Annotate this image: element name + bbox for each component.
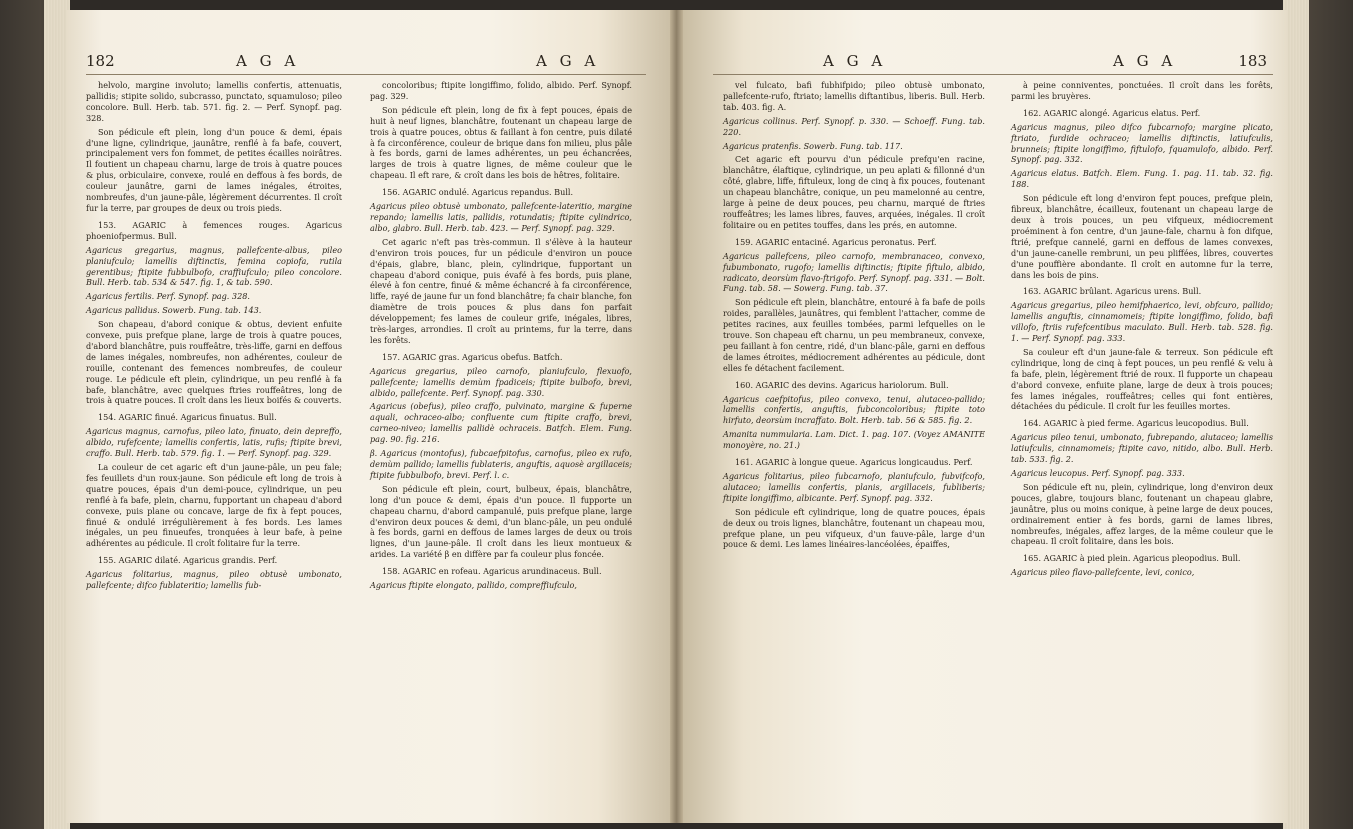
book-gutter <box>670 10 683 823</box>
paragraph: concoloribus; ftipite longiffimo, folido, albido. Perf. Synopf. pag. 329. <box>370 80 632 101</box>
entry-heading: 153. AGARIC à femences rouges. Agaricus phoeniofpermus. Bull. <box>86 219 342 241</box>
entry-heading: 158. AGARIC en rofeau. Agaricus arundinaceus. Bull. <box>382 566 602 577</box>
paragraph: Son pédicule eft plein, court, bulbeux, épais, blanchâtre, long d'un pouce & demi, épais d'un pouce. Il fupporte un chapeau charnu, d'abord campanulé, puis prefque plane, large d'environ deux pouces & demi, d'un blanc-pâle, un peu ondulé à fes bords, garni en deffous de lames larges de deux ou trois lignes, d'un jaune-pâle. Il croît dans les lieux montueux & arides. La variété β en diffère par fa couleur plus foncée. <box>370 483 632 560</box>
paragraph: Son pédicule eft cylindrique, long de quatre pouces, épais de deux ou trois lignes, blanchâtre, foutenant un chapeau mou, prefque plane, un peu vifqueux, d'un fauve-pâle, large d'un pouce & demi. Les lames linéaires-lancéolées, épaiffes, <box>723 506 985 550</box>
page-number-left: 182 <box>86 52 115 70</box>
column-4 <box>1011 80 1273 581</box>
latin-diagnosis: Agaricus pallidus. Sowerb. Fung. tab. 143. <box>86 305 262 316</box>
paragraph: vel fulcato, bafi fubhifpido; pileo obtusè umbonato, pallefcente-rufo, ftriato; lamellis diftantibus, liberis. Bull. Herb. tab. 403. fig. A. <box>723 80 985 112</box>
latin-diagnosis: Agaricus folitarius, magnus, pileo obtusè umbonato, pallefcente; difco fublateritio; lamellis fub- <box>86 569 342 591</box>
running-head-left-col1: A G A <box>236 52 300 70</box>
left-page-header <box>86 52 646 76</box>
latin-diagnosis: Agaricus folitarius, pileo fubcarnofo, planiufculo, fubvifcofo, alutaceo; lamellis confertis, planis, argillaceis, fubliberis; ftipite longiffimo, albicante. Perf. Synopf. pag. 332. <box>723 471 985 503</box>
latin-diagnosis: Agaricus gregarius, pileo carnofo, planiufculo, flexuofo, pallefcente; lamellis demùm fpadiceis; ftipite bulbofo, brevi, albido, pallefcente. Perf. Synopf. pag. 330. <box>370 365 632 398</box>
entry-heading: 162. AGARIC alongé. Agaricus elatus. Perf. <box>1023 107 1201 118</box>
running-head-right-col2: A G A <box>1113 52 1177 70</box>
entry-heading: 156. AGARIC ondulé. Agaricus repandus. Bull. <box>382 187 574 198</box>
entry-heading: 163. AGARIC brûlant. Agaricus urens. Bull. <box>1023 286 1202 297</box>
header-rule-right <box>713 74 1273 75</box>
paragraph: helvolo, margine involuto; lamellis confertis, attenuatis, pallidis; stipite solido, subcrasso, punctato, squamuloso; pileo concolore. Bull. Herb. tab. 571. fig. 2. — Perf. Synopf. pag. 328. <box>86 80 342 123</box>
book-spread <box>66 10 1287 823</box>
paragraph: Sa couleur eft d'un jaune-fale & terreux. Son pédicule eft cylindrique, long de cinq à fept pouces, un peu renflé & velu à fa bafe, plein, légèrement ftrié de roux. Il fupporte un chapeau d'abord convexe, enfuite plane, large de deux à trois pouces; fes lames inégales, rouffeâtres; celles qui font entières, détachées du pédicule. Il croît fur les feuilles mortes. <box>1011 346 1273 412</box>
paragraph: Cet agaric eft pourvu d'un pédicule prefqu'en racine, blanchâtre, élaftique, cylindrique, un peu aplati & fillonné d'un côté, glabre, liffe, fiftuleux, long de cinq à fix pouces, foutenant un chapeau blanchâtre, conique, un peu mamelonné au centre, large à peine de deux pouces, peu charnu, marqué de ftries rouffeâtres; les lames libres, fauves, arquées, inégales. Il croît folitaire ou en petites touffes, dans les prés, en automne. <box>723 154 985 230</box>
latin-diagnosis: Agaricus pallefcens, pileo carnofo, membranaceo, convexo, fubumbonato, rugofo; lamellis diftinctis; ftipite fiftulo, albido, radicato, deorsùm flavo-ftrigofo. Perf. Synopf. pag. 331. — Bolt. Fung. tab. 58. — Sowerg. Fung. tab. 37. <box>723 250 985 294</box>
latin-diagnosis: Agaricus fertilis. Perf. Synopf. pag. 328. <box>86 291 250 302</box>
latin-diagnosis: Agaricus leucopus. Perf. Synopf. pag. 333. <box>1011 468 1185 478</box>
paragraph: Son pédicule eft long d'environ fept pouces, prefque plein, fibreux, blanchâtre, écailleux, foutenant un chapeau large de deux à trois pouces, un peu vifqueux, médiocrement proéminent à fon centre, d'un jaune-fale, charnu à fon difque, ftrié, prefque cannelé, garni en deffous de lames convexes, d'un jaune-canelle rembruni, un peu pliffées, libres, couvertes d'une pouffière abondante. Il croît en automne fur la terre, dans les bois de pins. <box>1011 193 1273 280</box>
entry-heading: 157. AGARIC gras. Agaricus obefus. Batfch. <box>382 351 563 362</box>
running-head-left-col2: A G A <box>536 52 600 70</box>
header-rule-left <box>86 74 646 75</box>
entry-heading: 159. AGARIC entaciné. Agaricus peronatus. Perf. <box>735 236 937 247</box>
latin-diagnosis: Agaricus gregarius, pileo hemifphaerico, levi, obfcuro, pallido; lamellis anguftis, cinnamomeis; ftipite longiffimo, folido, bafi villofo, ftriis rufefcentibus maculato. Bull. Herb. tab. 528. fig. 1. — Perf. Synopf. pag. 333. <box>1011 300 1273 344</box>
paragraph: Son pédicule eft plein, blanchâtre, entouré à fa bafe de poils roides, parallèles, jaunâtres, qui femblent l'attacher, comme de petites racines, aux feuilles tombées, parmi lefquelles on le trouve. Son chapeau eft charnu, un peu membraneux, convexe, peu faillant à fon centre, ridé, d'un blanc-pâle, garni en deffous de lames étroites, médiocrement adhérentes au pédicule, dont elles fe détachent facilement. <box>723 297 985 373</box>
paragraph: Son pédicule eft nu, plein, cylindrique, long d'environ deux pouces, glabre, toujours blanc, foutenant un chapeau glabre, jaunâtre, plus ou moins conique, à peine large de deux pouces, ordinairement entier à fes bords, garni de lames libres, nombreufes, inégales, affez larges, de la même couleur que le chapeau. Il croît folitaire, dans les bois. <box>1011 481 1273 547</box>
page-182 <box>66 10 670 823</box>
latin-diagnosis: Agaricus gregarius, magnus, pallefcente-albus, pileo planiufculo; lamellis diftinctis, femina copiofa, rutila gerentibus; ftipite fubbulbofo, craffiufculo; pileo concolore. Bull. Herb. tab. 534 & 547. fig. 1, & tab. 590. <box>86 244 342 288</box>
page-183 <box>683 10 1287 823</box>
paragraph: Cet agaric n'eft pas très-commun. Il s'élève à la hauteur d'environ trois pouces, fur un pédicule d'environ un pouce d'épais, glabre, blanc, plein, cylindrique, fupportant un chapeau d'abord conique, puis évafé à fes bords, puis plane, élevé à fon centre, finué & même échancré à fa circonférence, liffe, rayé de jaune fur un fond blanchâtre; fa chair blanche, fon diamètre de trois pouces & plus dans fon parfait développement; fes lames de couleur grife, inégales, libres, très-larges, arrondies. Il croît au printems, fur la terre, dans les forêts. <box>370 236 632 345</box>
paragraph: Son pédicule eft plein, long d'un pouce & demi, épais d'une ligne, cylindrique, jaunâtre, renflé à fa bafe, couvert, principalement vers fon fommet, de petites écailles noirâtres. Il foutient un chapeau charnu, large de trois à quatre pouces & plus, orbiculaire, convexe, roulé en deffous à fes bords, de couleur jaunâtre, garni de lames inégales, étroites, nombreufes, d'un jaune-pâle, légèrement décurrentes. Il croît fur la terre, par groupes de deux ou trois pieds. <box>86 126 342 213</box>
latin-diagnosis: Agaricus pileo flavo-pallefcente, levi, conico, <box>1011 567 1195 578</box>
paragraph: La couleur de cet agaric eft d'un jaune-pâle, un peu fale; fes feuillets d'un roux-jaune. Son pédicule eft long de trois à quatre pouces, épais d'un demi-pouce, cylindrique, un peu renflé à fa bafe, plein, charnu, fupportant un chapeau d'abord convexe, puis plane ou concave, large de fix à fept pouces, finué & ondulé irrégulièrement à fes bords. Les lames inégales, un peu finueufes, tronquées à leur bafe, à peine adhérentes au pédicule. Il croît folitaire fur la terre. <box>86 462 342 549</box>
latin-diagnosis: Agaricus pratenfis. Sowerb. Fung. tab. 117. <box>723 140 903 151</box>
right-page-header <box>713 52 1273 76</box>
column-3 <box>723 80 985 553</box>
entry-heading: 160. AGARIC des devins. Agaricus hariolorum. Bull. <box>735 379 949 390</box>
paragraph: à peine conniventes, ponctuées. Il croît dans les forêts, parmi les bruyères. <box>1011 80 1273 101</box>
latin-diagnosis: Agaricus elatus. Batfch. Elem. Fung. 1. pag. 11. tab. 32. fig. 188. <box>1011 168 1273 190</box>
entry-heading: 154. AGARIC finué. Agaricus finuatus. Bull. <box>98 412 277 423</box>
page-number-right: 183 <box>1238 52 1267 70</box>
latin-diagnosis: Agaricus magnus, pileo difco fubcarnofo; margine plicato, ftriato, furdide ochraceo; lamellis diftinctis, latiufculis, brunneis; ftipite longiffimo, fiftulofo, fquamulofo, albido. Perf. Synopf. pag. 332. <box>1011 121 1273 165</box>
paragraph: Son pédicule eft plein, long de fix à fept pouces, épais de huit à neuf lignes, blanchâtre, foutenant un chapeau large de trois à quatre pouces, obtus & faillant à fon centre, puis dilaté à fa circonférence, couleur de brique dans fon milieu, plus pâle à fes bords, garni de lames adhérentes, un peu échancrées, larges de trois à quatre lignes, de même couleur que le chapeau. Il eft rare, & croît dans les bois de hêtres, folitaire. <box>370 104 632 181</box>
column-2 <box>370 80 632 594</box>
latin-diagnosis: Agaricus magnus, carnofus, pileo lato, finuato, dein depreffo, albido, rufefcente; lamellis confertis, latis, rufis; ftipite brevi, craffo. Bull. Herb. tab. 579. fig. 1. — Perf. Synopf. pag. 329. <box>86 426 342 459</box>
latin-diagnosis: Agaricus (obefus), pileo craffo, pulvinato, margine & fuperne aquali, ochraceo-albo; confluente cum ftipite craffo, brevi, carneo-niveo; lamellis pallidè ochraceis. Batfch. Elem. Fung. pag. 90. fig. 216. <box>370 401 632 445</box>
entry-heading: 165. AGARIC à pied plein. Agaricus pleopodius. Bull. <box>1023 553 1241 564</box>
latin-diagnosis: Agaricus pileo tenui, umbonato, fubrepando, alutaceo; lamellis latiufculis, cinnamomeis; ftipite cavo, nitido, albo. Bull. Herb. tab. 533. fig. 2. <box>1011 432 1273 465</box>
latin-diagnosis: Amanita nummularia. Lam. Dict. 1. pag. 107. (Voyez AMANITE monoyère, no. 21.) <box>723 429 985 451</box>
entry-heading: 164. AGARIC à pied ferme. Agaricus leucopodius. Bull. <box>1023 418 1249 429</box>
latin-diagnosis: β. Agaricus (montofus), fubcaefpitofus, carnofus, pileo ex rufo, demùm pallido; lamellis fublateris, anguftis, aquosè argillaceis; ftipite fubbulbofo, brevi. Perf. l. c. <box>370 448 632 480</box>
latin-diagnosis: Agaricus caefpitofus, pileo convexo, tenui, alutaceo-pallido; lamellis confertis, anguftis, fubconcoloribus; ftipite toto hirfuto, deorsùm incraffato. Bolt. Herb. tab. 56 & 585. fig. 2. <box>723 393 985 426</box>
latin-diagnosis: Agaricus collinus. Perf. Synopf. p. 330. — Schoeff. Fung. tab. 220. <box>723 115 985 137</box>
latin-diagnosis: Agaricus pileo obtusè umbonato, pallefcente-lateritio, margine repando; lamellis latis, pallidis, rotundatis; ftipite cylindrico, albo, glabro. Bull. Herb. tab. 423. — Perf. Synopf. pag. 329. <box>370 201 632 233</box>
paragraph: Son chapeau, d'abord conique & obtus, devient enfuite convexe, puis prefque plane, large de trois à quatre pouces, d'abord blanchâtre, puis rouffeâtre, très-liffe, garni en deffous de lames inégales, nombreufes, non adhérentes, couleur de rouille, contenant des femences nombreufes, de couleur rouge. Le pédicule eft plein, cylindrique, un peu renflé à fa bafe, blanchâtre, avec quelques ftries rouffeâtres, long de trois à quatre pouces. Il croît dans les lieux boifés & couverts. <box>86 319 342 406</box>
latin-diagnosis: Agaricus ftipite elongato, pallido, compreffiufculo, <box>370 580 577 591</box>
column-1 <box>86 80 342 594</box>
running-head-right-col1: A G A <box>823 52 887 70</box>
entry-heading: 155. AGARIC dilaté. Agaricus grandis. Perf. <box>98 555 278 566</box>
entry-heading: 161. AGARIC à longue queue. Agaricus longicaudus. Perf. <box>735 457 973 468</box>
